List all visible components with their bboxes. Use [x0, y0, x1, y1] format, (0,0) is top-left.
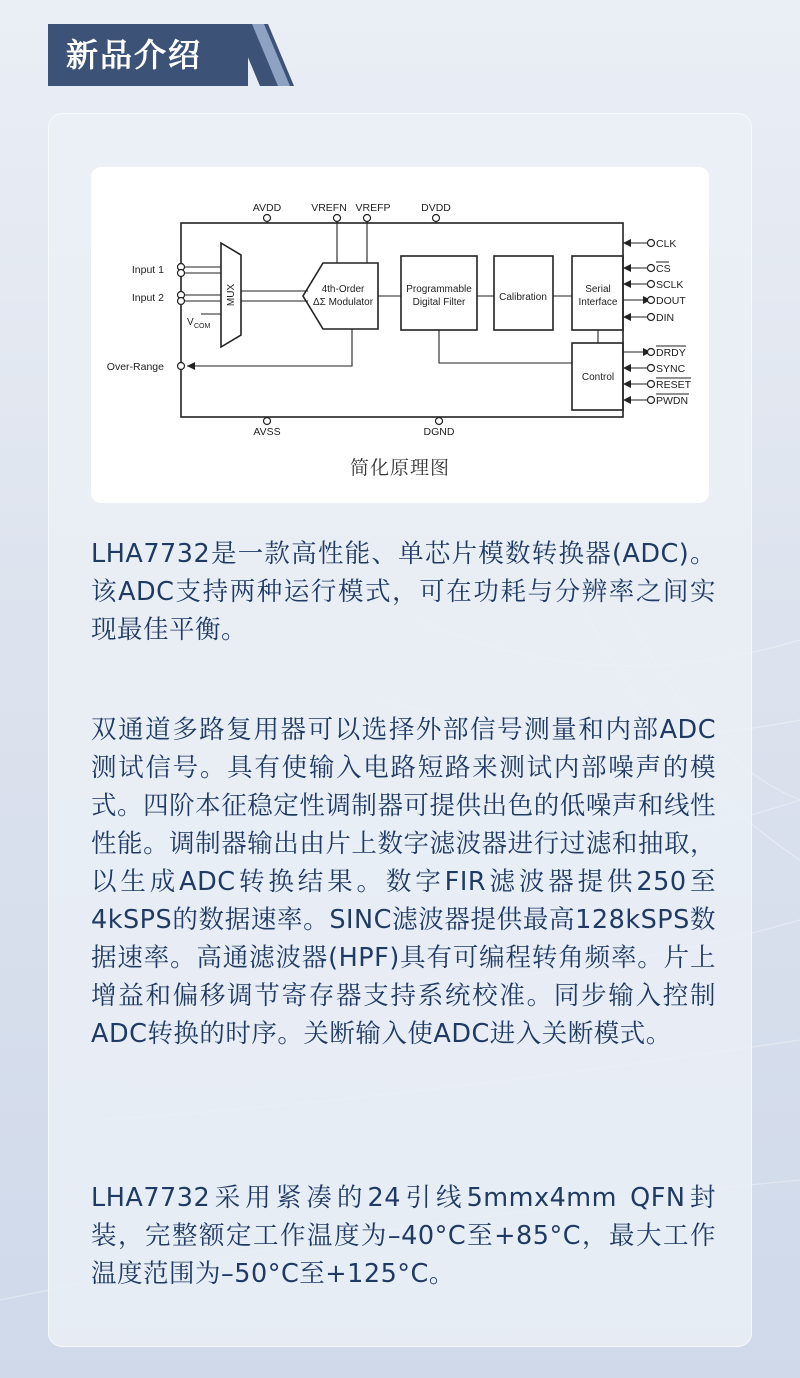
- section-header: [48, 24, 298, 86]
- pin-clk: CLK: [656, 238, 677, 250]
- pin-drdy: DRDY: [656, 347, 686, 359]
- label-filter-1: Programmable: [406, 284, 472, 295]
- label-input1: Input 1: [131, 264, 164, 276]
- pin-avss: AVSS: [253, 426, 281, 438]
- pin-sclk: SCLK: [656, 279, 684, 291]
- label-calibration: Calibration: [499, 292, 547, 303]
- package-paragraph: LHA7732采用紧凑的24引线5mmx4mm QFN封装，完整额定工作温度为–40°C至+85°C，最大工作温度范围为–50°C至+125°C。: [91, 1183, 716, 1289]
- intro-paragraph: LHA7732是一款高性能、单芯片模数转换器(ADC)。该ADC支持两种运行模式，可在功耗与分辨率之间实现最佳平衡。: [91, 539, 716, 645]
- label-over-range: Over-Range: [106, 361, 164, 373]
- label-modulator-1: 4th-Order: [321, 284, 365, 295]
- pin-cs: CS: [656, 263, 671, 275]
- label-serial-1: Serial: [585, 284, 611, 295]
- label-modulator-2: ΔΣ Modulator: [312, 297, 374, 308]
- pin-dout: DOUT: [656, 295, 686, 307]
- pin-dvdd: DVDD: [421, 202, 451, 214]
- chip-outline: [181, 223, 623, 417]
- label-serial-2: Interface: [578, 297, 618, 308]
- label-vcom-v: V: [187, 317, 194, 328]
- content-card: [48, 113, 752, 1347]
- pin-din: DIN: [656, 312, 675, 324]
- label-control: Control: [581, 372, 615, 383]
- figure-caption: 简化原理图: [349, 457, 450, 479]
- feature-paragraph: 双通道多路复用器可以选择外部信号测量和内部ADC测试信号。具有使输入电路短路来测试内部噪声的模式。四阶本征稳定性调制器可提供出色的低噪声和线性性能。调制器输出由片上数字滤波器进行过滤和抽取，以生成ADC转换结果。数字FIR滤波器提供250至4kSPS的数据速率。SINC滤波器提供最高128kSPS数据速率。高通滤波器(HPF)具有可编程转角频率。片上增益和偏移调节寄存器支持系统校准。同步输入控制ADC转换的时序。关断输入使ADC进入关断模式。: [91, 715, 716, 1049]
- label-vcom-sub: COM: [194, 323, 211, 330]
- pin-avdd: AVDD: [252, 202, 282, 214]
- label-input2: Input 2: [131, 292, 164, 304]
- pin-vrefn: VREFN: [311, 202, 347, 214]
- pin-dgnd: DGND: [423, 426, 455, 438]
- pin-sync: SYNC: [656, 363, 686, 375]
- schematic-figure: [91, 167, 709, 503]
- header-title: 新品介绍: [66, 36, 203, 74]
- block-diagram: [91, 167, 709, 447]
- label-mux: MUX: [226, 283, 237, 307]
- pin-vrefp: VREFP: [355, 202, 391, 214]
- pin-reset: RESET: [656, 379, 692, 391]
- modulator-block: [303, 263, 378, 329]
- label-filter-2: Digital Filter: [412, 297, 466, 308]
- pin-pwdn: PWDN: [656, 395, 689, 407]
